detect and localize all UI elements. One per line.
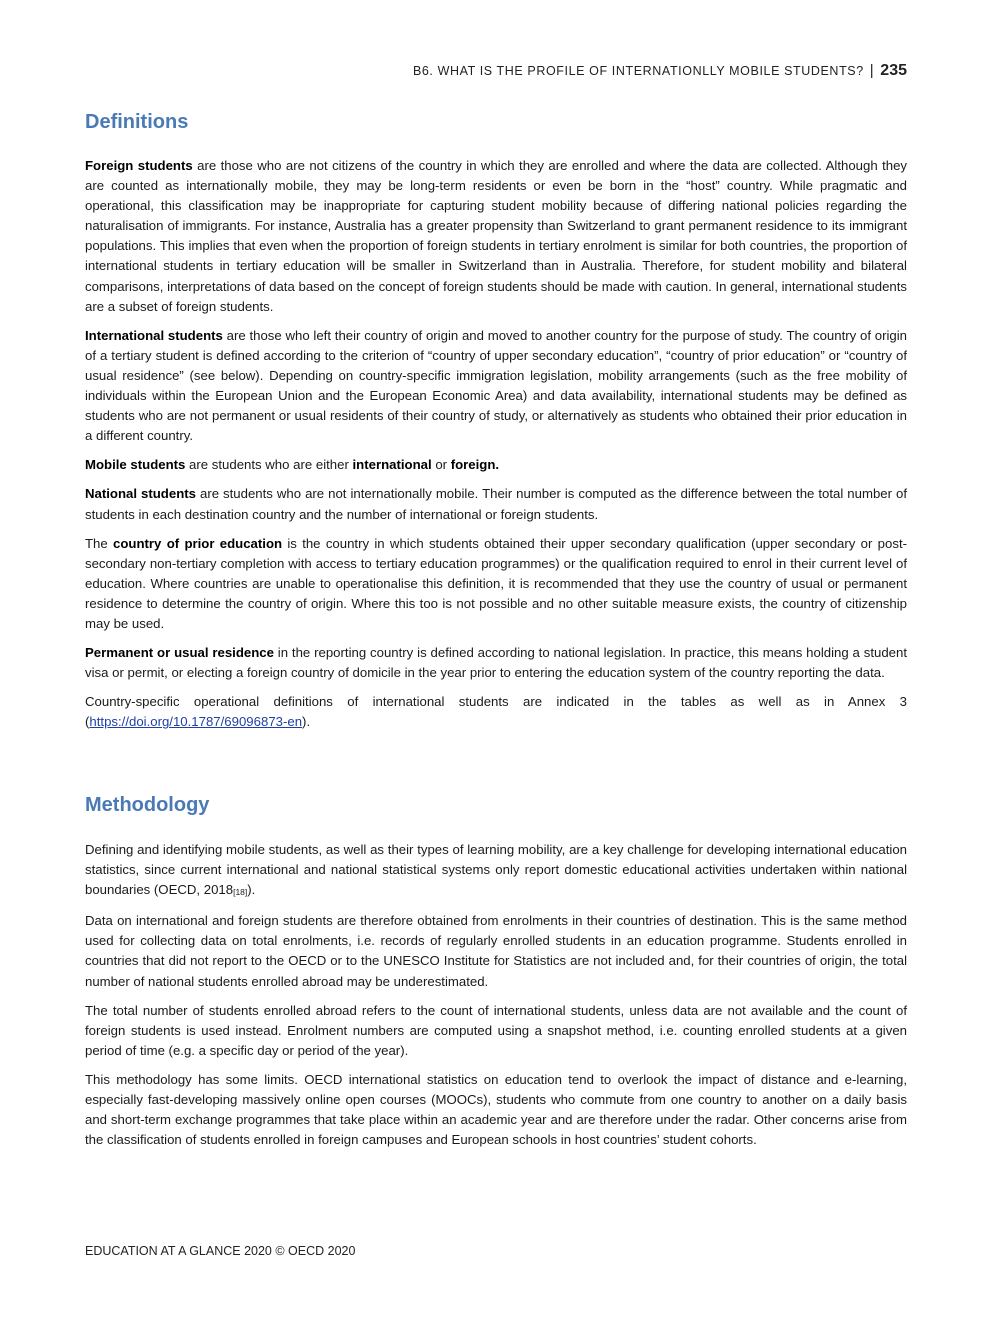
- term-foreign: foreign.: [450, 457, 500, 473]
- term-foreign-students: Foreign students: [85, 158, 193, 173]
- methodology-paragraph-3: The total number of students enrolled abroad refers to the count of international students, unless data are not available and the count of foreign students is used instead. Enrolment numbers are computed using a snapshot method, i.e. counting enrolled students at a given period of time (e.g. a specific day or period of the year).: [85, 1002, 907, 1058]
- definition-text: are those who left their country of origin and moved to another country for the purpose of study. The country of origin of a tertiary student is defined according to the criterion of “country of upper secondary education”, “country of prior education” or “country of usual residence” (see below). Depending on country-specific immigration legislation, mobility arrangements (such as the free mobility of individuals within the European Union and the European Economic Area) and data availability, international students may be defined as students who are not permanent or usual residents of their country of study, or alternatively as students who obtained their prior education in a different country.: [85, 327, 908, 444]
- definitions-body: [85, 156, 907, 741]
- definition-permanent-residence: [85, 643, 907, 683]
- term-national-students: National students: [85, 486, 196, 502]
- methodology-text-tail: ).: [247, 882, 256, 898]
- definition-text: are those who are not citizens of the country in which they are enrolled and where the data are collected. Although they are counted as internationally mobile, they may be long-term residents or even be born in the “host” country. While pragmatic and operational, this classification may be inappropriate for capturing student mobility because of differing national policies regarding the naturalisation of immigrants. For instance, Australia has a greater propensity than Switzerland to grant permanent residence to its immigrant populations. This implies that even when the proportion of foreign students in tertiary enrolment is similar for both countries, the proportion of international students in tertiary education will be smaller in Switzerland than in Australia. Therefore, for student mobility and bilateral comparisons, interpretations of data based on the concept of foreign students should be made with caution. In general, international students are a subset of foreign students.: [85, 158, 907, 314]
- running-header: [85, 62, 907, 80]
- methodology-paragraph-4: This methodology has some limits. OECD international statistics on education tend to overlook the impact of distance and e-learning, especially fast-developing massively online open courses (MOOCs), students who commute from one country to another on a daily basis and short-term exchange programmes that take place within an academic year and are therefore under the radar. Other concerns arise from the classification of students enrolled in foreign campuses and European schools in host countries’ student cohorts.: [85, 1071, 907, 1148]
- definition-text: are students who are either: [185, 457, 353, 473]
- definition-text: or: [431, 457, 451, 473]
- term-mobile-students: Mobile students: [85, 457, 186, 473]
- page-number: 235: [880, 62, 907, 79]
- term-country-of-prior-education: country of prior education: [113, 535, 283, 551]
- header-separator: |: [869, 62, 875, 79]
- annex-note-text: Country-specific operational definitions of international students are indicated in the tables as well as in Annex 3 (: [85, 694, 907, 730]
- doi-link[interactable]: https://doi.org/10.1787/69096873-en: [89, 714, 303, 730]
- term-international-students: International students: [85, 327, 223, 343]
- definition-international-students: [85, 326, 907, 447]
- definition-country-of-prior-education: [85, 534, 907, 634]
- page-footer: EDUCATION AT A GLANCE 2020 © OECD 2020: [85, 1244, 356, 1258]
- term-permanent-residence: Permanent or usual residence: [85, 645, 274, 661]
- definition-text: are students who are not internationally mobile. Their number is computed as the difference between the total number of students in each destination country and the number of international or foreign students.: [85, 486, 907, 522]
- annex-note-tail: ).: [302, 714, 311, 730]
- definition-national-students: [85, 484, 907, 524]
- definition-text: in the reporting country is defined according to national legislation. In practice, this means holding a student visa or permit, or electing a foreign country of domicile in the year prior to entering the education system of the country reporting the data.: [85, 645, 907, 681]
- methodology-paragraph-1: [85, 840, 907, 902]
- definitions-annex-note: [85, 692, 907, 732]
- methodology-text: Defining and identifying mobile students, as well as their types of learning mobility, are a key challenge for developing international education statistics, since current international and national statistical systems only report domestic educational activities undertaken within national boundaries (OECD, 2018: [85, 842, 907, 898]
- definition-lead: The: [85, 535, 114, 551]
- term-international: international: [352, 457, 432, 473]
- definition-mobile-students: [85, 455, 907, 475]
- reference-marker: [18]: [233, 887, 248, 898]
- methodology-paragraph-2: Data on international and foreign students are therefore obtained from enrolments in their countries of destination. This is the same method used for collecting data on total enrolments, i.e. records of regularly enrolled students in an education programme. Students enrolled in countries that did not report to the OECD or to the UNESCO Institute for Statistics are not included and, for their countries of origin, the total number of national students enrolled abroad may be underestimated.: [85, 913, 907, 989]
- definitions-heading: Definitions: [85, 111, 189, 133]
- methodology-heading: Methodology: [85, 794, 210, 816]
- definition-text: is the country in which students obtained their upper secondary qualification (upper secondary or post-secondary non-tertiary completion with access to tertiary education programmes) or the qualification required to enrol in their current level of education. Where countries are unable to operationalise this definition, it is recommended that they use the country of usual or permanent residence to determine the country of origin. Where this too is not possible and no other suitable measure exists, the country of citizenship may be used.: [85, 535, 907, 631]
- running-title: B6. WHAT IS THE PROFILE OF INTERNATIONLLY MOBILE STUDENTS?: [412, 64, 864, 78]
- methodology-body: [85, 840, 907, 1159]
- definition-foreign-students: [85, 156, 907, 317]
